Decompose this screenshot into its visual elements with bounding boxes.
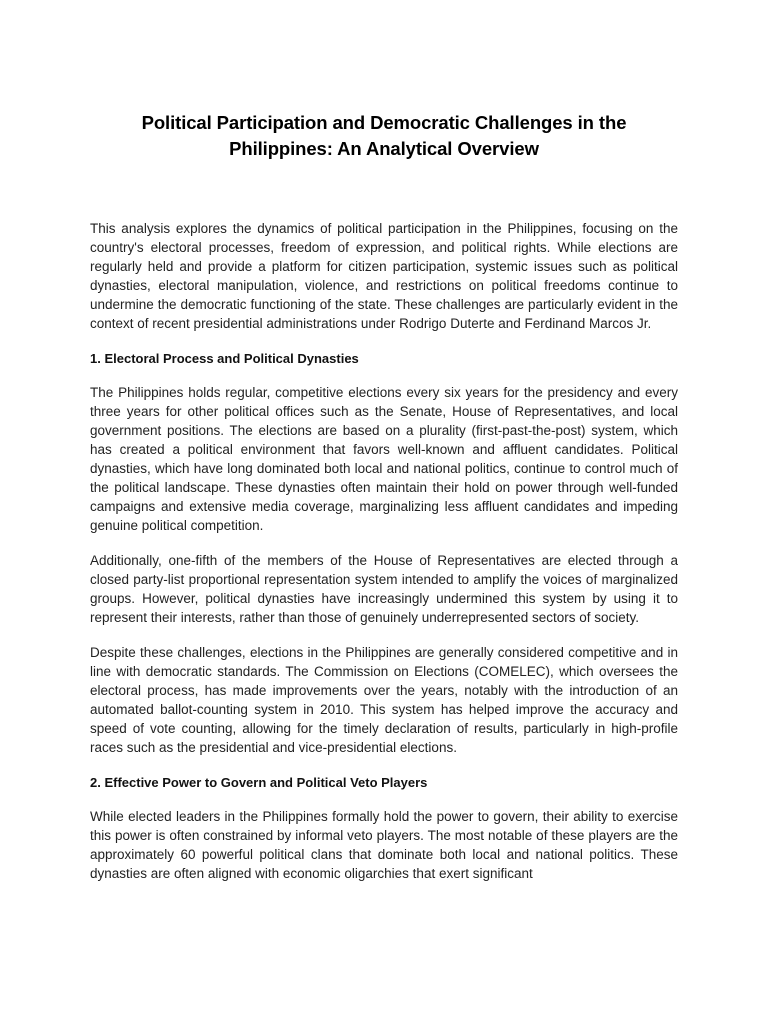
body-paragraph: While elected leaders in the Philippines formally hold the power to govern, their ability to exercise this power is often constrained by informal veto players. The most notable of these players are the approximately 60 powerful political clans that dominate both local and national politics. These dynasties are often aligned with economic oligarchies that exert significant	[90, 809, 678, 881]
section-heading: 1. Electoral Process and Political Dynasties	[90, 351, 359, 366]
document-title	[90, 110, 678, 162]
body-paragraph: Additionally, one-fifth of the members of the House of Representatives are elected through a closed party-list proportional representation system intended to amplify the voices of marginalized groups. However, political dynasties have increasingly undermined this system by using it to represent their interests, rather than those of genuinely underrepresented sectors of society.	[90, 553, 678, 625]
document-body	[90, 110, 678, 899]
intro-paragraph: This analysis explores the dynamics of political participation in the Philippines, focusing on the country's electoral processes, freedom of expression, and political rights. While elections are regularly held and provide a platform for citizen participation, systemic issues such as political dynasties, electoral manipulation, violence, and restrictions on political freedoms continue to undermine the democratic functioning of the state. These challenges are particularly evident in the context of recent presidential administrations under Rodrigo Duterte and Ferdinand Marcos Jr.	[90, 221, 678, 331]
section-electoral-process	[90, 349, 678, 757]
section-effective-power	[90, 773, 678, 883]
document-title-line-2: Philippines: An Analytical Overview	[229, 138, 539, 159]
body-paragraph: The Philippines holds regular, competitive elections every six years for the presidency and every three years for other political offices such as the Senate, House of Representatives, and local government positions. The elections are based on a plurality (first-past-the-post) system, which has created a political environment that favors well-known and affluent candidates. Political dynasties, which have long dominated both local and national politics, continue to control much of the political landscape. These dynasties often maintain their hold on power through well-funded campaigns and extensive media coverage, marginalizing less affluent candidates and impeding genuine political competition.	[90, 385, 678, 533]
body-paragraph: Despite these challenges, elections in the Philippines are generally considered competitive and in line with democratic standards. The Commission on Elections (COMELEC), which oversees the electoral process, has made improvements over the years, notably with the introduction of an automated ballot-counting system in 2010. This system has helped improve the accuracy and speed of vote counting, allowing for the timely declaration of results, particularly in high-profile races such as the presidential and vice-presidential elections.	[90, 645, 678, 755]
document-title-line-1: Political Participation and Democratic Challenges in the	[141, 112, 627, 133]
section-heading: 2. Effective Power to Govern and Political Veto Players	[90, 775, 428, 790]
intro-section	[90, 219, 678, 333]
